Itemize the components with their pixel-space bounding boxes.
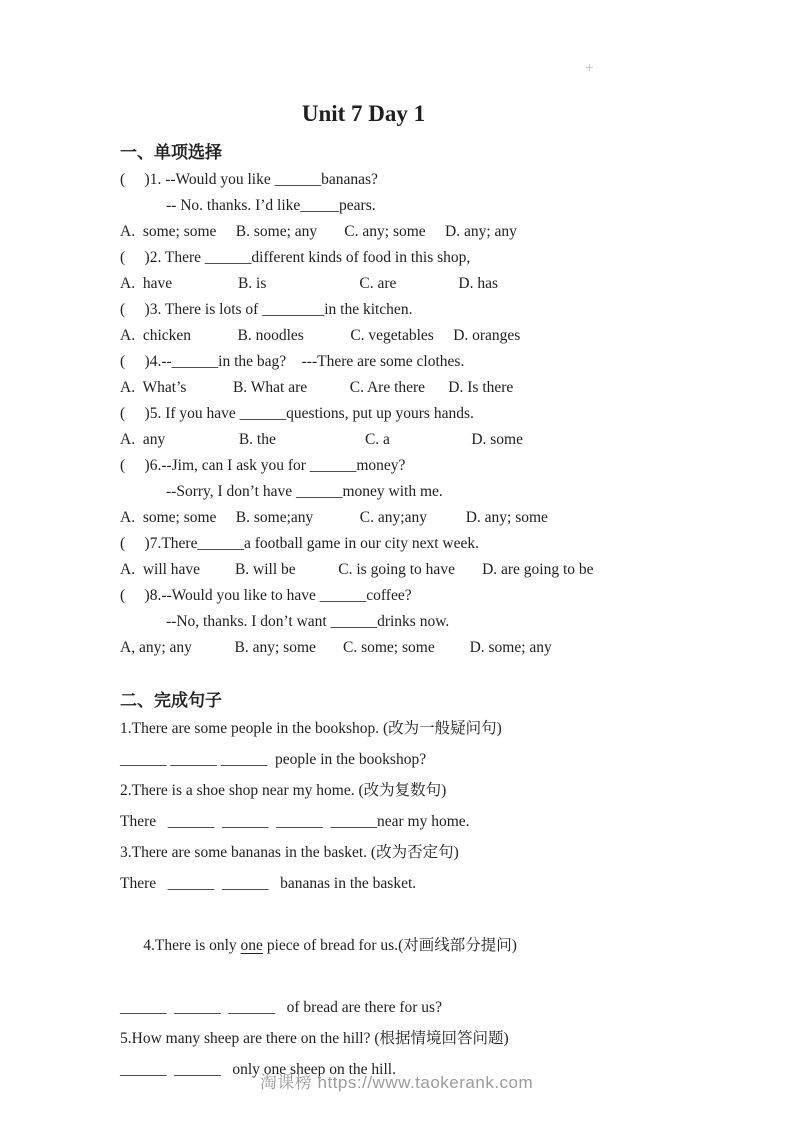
options-line: A. What’s B. What are C. Are there D. Is there: [120, 379, 514, 396]
reply-line: -- No. thanks. I’d like_____pears.: [166, 197, 376, 214]
question-line: ( )2. There ______different kinds of food in this shop,: [120, 249, 471, 266]
question-line: ( )4.--______in the bag? ---There are some clothes.: [120, 353, 465, 370]
sentence-line: 3.There are some bananas in the basket. (改为否定句): [120, 844, 459, 861]
scan-artifact-mark: [586, 64, 593, 71]
options-line: A. chicken B. noodles C. vegetables D. oranges: [120, 327, 521, 344]
section-1-multiple-choice: [120, 167, 683, 661]
underlined-word: one: [240, 937, 263, 954]
question-line: ( )6.--Jim, can I ask you for ______money?: [120, 457, 406, 474]
answer-blank-line: ______ ______ only one sheep on the hill.: [120, 1061, 396, 1078]
answer-blank-line: ______ ______ ______ of bread are there for us?: [120, 999, 442, 1016]
section-1-heading: 一、单项选择: [120, 143, 222, 162]
question-line: ( )3. There is lots of ________in the kitchen.: [120, 301, 413, 318]
options-line: A. any B. the C. a D. some: [120, 431, 523, 448]
options-line: A. will have B. will be C. is going to have D. are going to be: [120, 561, 594, 578]
question-line: ( )8.--Would you like to have ______coffee?: [120, 587, 412, 604]
sentence-line-with-underline: [120, 899, 683, 992]
answer-blank-line: There ______ ______ ______ ______near my home.: [120, 813, 470, 830]
section-2-heading: 二、完成句子: [120, 691, 222, 710]
question-line: ( )5. If you have ______questions, put up yours hands.: [120, 405, 474, 422]
sentence-post: piece of bread for us.(对画线部分提问): [262, 937, 517, 954]
options-line: A. some; some B. some;any C. any;any D. any; some: [120, 509, 548, 526]
sentence-pre: 4.There is only: [143, 937, 241, 954]
sentence-line: 2.There is a shoe shop near my home. (改为复数句): [120, 782, 447, 799]
sentence-line: 1.There are some people in the bookshop. (改为一般疑问句): [120, 720, 502, 737]
options-line: A. have B. is C. are D. has: [120, 275, 498, 292]
answer-blank-line: There ______ ______ bananas in the basket.: [120, 875, 417, 892]
question-line: ( )7.There______a football game in our city next week.: [120, 535, 479, 552]
section-2-complete-sentences: [120, 713, 683, 1085]
reply-line: --Sorry, I don’t have ______money with me.: [166, 483, 443, 500]
options-line: A. some; some B. some; any C. any; some D. any; any: [120, 223, 517, 240]
options-line: A, any; any B. any; some C. some; some D. some; any: [120, 639, 552, 656]
answer-blank-line: ______ ______ ______ people in the bookshop?: [120, 751, 427, 768]
sentence-line: 5.How many sheep are there on the hill? (根据情境回答问题): [120, 1030, 509, 1047]
page-title: Unit 7 Day 1: [301, 101, 426, 126]
footer-credit: 淘课榜 https://www.taokerank.com: [259, 1073, 534, 1092]
question-line: ( )1. --Would you like ______bananas?: [120, 171, 378, 188]
reply-line: --No, thanks. I don’t want ______drinks now.: [166, 613, 450, 630]
